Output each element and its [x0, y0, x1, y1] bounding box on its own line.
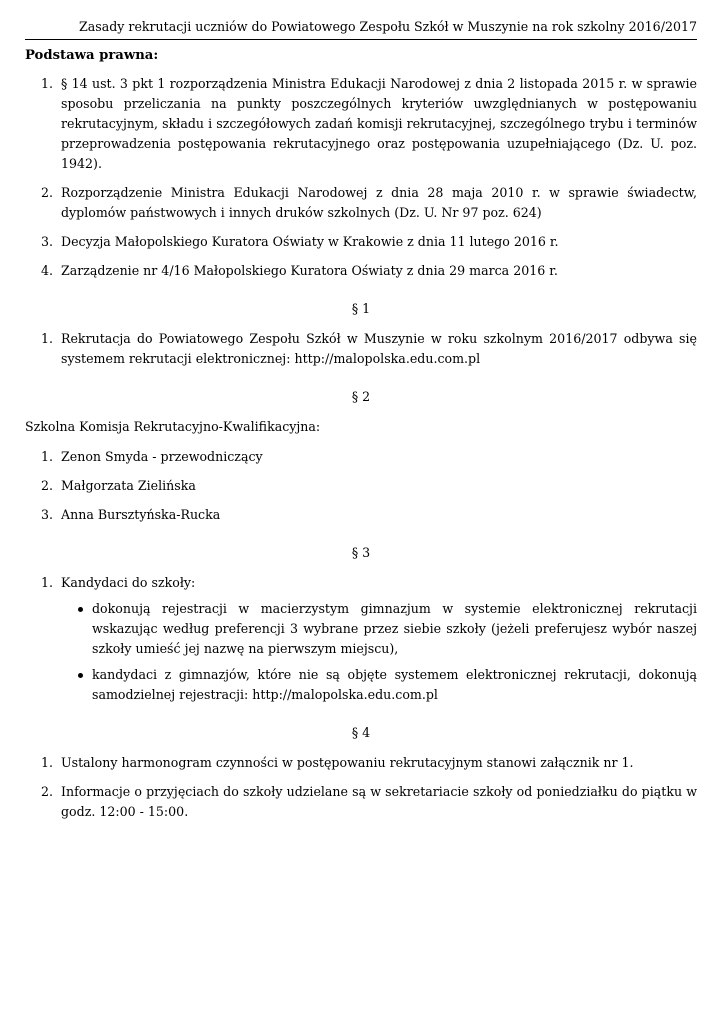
section-2-list: [25, 447, 697, 525]
list-number: 1.: [41, 331, 54, 346]
section-2-heading: § 2: [351, 389, 371, 404]
section-1-heading: § 1: [351, 301, 371, 316]
section-3-heading: § 3: [351, 545, 371, 560]
list-item-text: Zarządzenie nr 4/16 Małopolskiego Kuratora Oświaty z dnia 29 marca 2016 r.: [61, 263, 558, 278]
bullet-item: [61, 599, 697, 659]
section-4-heading: § 4: [351, 725, 371, 740]
bullet-icon: [78, 673, 83, 678]
list-item: [25, 447, 697, 467]
list-item: [25, 573, 697, 705]
bullet-text: dokonują rejestracji w macierzystym gimnazjum w systemie elektronicznej rekrutacji wskazując według preferencji 3 wybrane przez siebie szkoły (jeżeli preferujesz wybór naszej szkoły umieść jej nazwę na pierwszym miejscu),: [92, 601, 697, 656]
list-number: 1.: [41, 755, 54, 770]
list-number: 2.: [41, 784, 54, 799]
list-number: 3.: [41, 507, 54, 522]
section-1-list: [25, 329, 697, 369]
list-item: [25, 753, 697, 773]
list-item: [25, 476, 697, 496]
list-item-text: Kandydaci do szkoły:: [61, 575, 196, 590]
bullet-text: kandydaci z gimnazjów, które nie są objęte systemem elektronicznej rekrutacji, dokonują samodzielnej rejestracji: http://malopolska.edu.com.pl: [92, 667, 697, 702]
list-item-text: Małgorzata Zielińska: [61, 478, 196, 493]
list-item: [25, 782, 697, 822]
legal-basis-title: Podstawa prawna:: [25, 48, 159, 63]
list-number: 2.: [41, 478, 54, 493]
bullet-list: [61, 599, 697, 705]
list-item: [25, 329, 697, 369]
list-number: 1.: [41, 449, 54, 464]
list-item: [25, 232, 697, 252]
list-number: 1.: [41, 575, 54, 590]
legal-basis-list: [25, 74, 697, 281]
header-rule: [25, 39, 697, 40]
list-number: 1.: [41, 76, 54, 91]
list-item-text: Informacje o przyjęciach do szkoły udzielane są w sekretariacie szkoły od poniedziałku do piątku w godz. 12:00 - 15:00.: [61, 784, 697, 819]
section-2-intro: Szkolna Komisja Rekrutacyjno-Kwalifikacyjna:: [25, 419, 321, 434]
list-item: [25, 505, 697, 525]
section-4-list: [25, 753, 697, 822]
list-item-text: Rekrutacja do Powiatowego Zespołu Szkół w Muszynie w roku szkolnym 2016/2017 odbywa się systemem rekrutacji elektronicznej: http://malopolska.edu.com.pl: [61, 331, 697, 366]
bullet-item: [61, 665, 697, 705]
list-item-text: Decyzja Małopolskiego Kuratora Oświaty w Krakowie z dnia 11 lutego 2016 r.: [61, 234, 559, 249]
list-item-text: Anna Bursztyńska-Rucka: [61, 507, 221, 522]
bullet-icon: [78, 607, 83, 612]
running-header: Zasady rekrutacji uczniów do Powiatowego Zespołu Szkół w Muszynie na rok szkolny 2016/2017: [79, 19, 697, 34]
list-item-text: Ustalony harmonogram czynności w postępowaniu rekrutacyjnym stanowi załącznik nr 1.: [61, 755, 634, 770]
list-item-text: Zenon Smyda - przewodniczący: [61, 449, 263, 464]
list-item: [25, 183, 697, 223]
document-body: [25, 46, 697, 831]
list-item: [25, 261, 697, 281]
list-number: 3.: [41, 234, 54, 249]
list-number: 2.: [41, 185, 54, 200]
list-item-text: Rozporządzenie Ministra Edukacji Narodowej z dnia 28 maja 2010 r. w sprawie świadectw, dyplomów państwowych i innych druków szkolnych (Dz. U. Nr 97 poz. 624): [61, 185, 697, 220]
list-item-text: § 14 ust. 3 pkt 1 rozporządzenia Ministra Edukacji Narodowej z dnia 2 listopada 2015 r. w sprawie sposobu przeliczania na punkty poszczególnych kryteriów uwzględnianych w postępowaniu rekrutacyjnym, składu i szczegółowych zadań komisji rekrutacyjnej, szczególnego trybu i terminów przeprowadzenia postępowania rekrutacyjnego oraz postępowania uzupełniającego (Dz. U. poz. 1942).: [61, 76, 697, 171]
list-number: 4.: [41, 263, 54, 278]
section-3-list: [25, 573, 697, 705]
list-item: [25, 74, 697, 174]
